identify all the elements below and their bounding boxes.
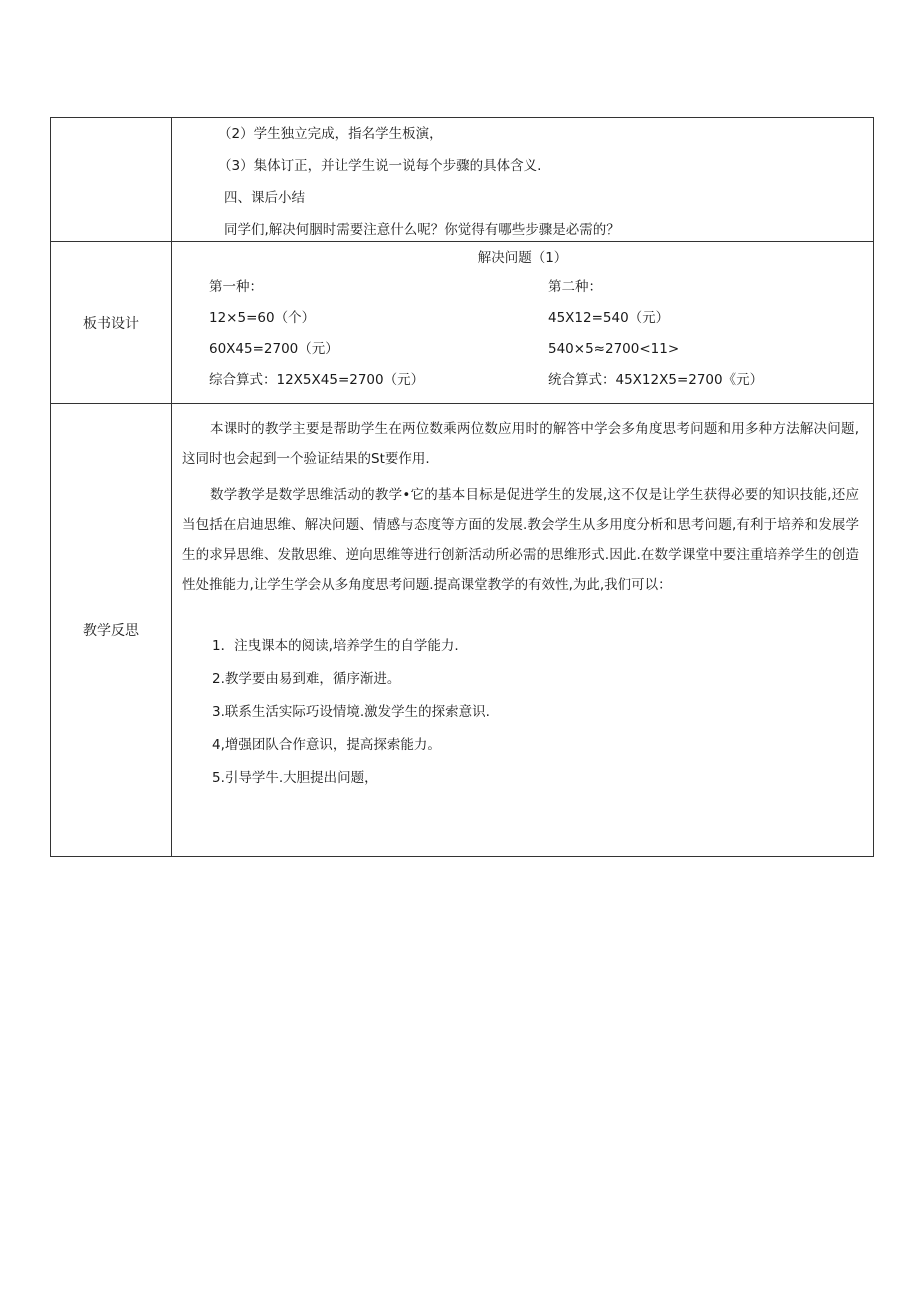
- process-line: 同学们,解决何胭时需要注意什么呢？你觉得有哪些步骤是必需的？: [224, 222, 620, 238]
- process-content: [172, 118, 873, 241]
- reflection-paragraph: 本课时的教学主要是帮助学生在两位数乘两位数应用时的解答中学会多角度思考问题和用多种方法解决问题,这同时也会起到一个验证结果的St要作用.: [182, 421, 859, 467]
- method-line: 540×5≈2700<11>: [548, 341, 680, 357]
- method-two-column: [548, 272, 763, 396]
- reflection-paragraph: 数学教学是数学思维活动的教学•它的基本目标是促进学生的发展,这不仅是让学生获得必要的知识技能,还应当包括在启迪思维、解决问题、情感与态度等方面的发展.教会学生从多用度分析和思考问题,有利于培养和发展学生的求异思维、发散思维、逆向思维等进行创新活动所必需的思维形式.因此.在数学课堂中要注重培养学生的创造性处推能力,让学生学会从多角度思考问题.提高课堂教学的有效性,为此,我们可以：: [182, 487, 859, 593]
- process-line: （2）学生独立完成，指名学生板演，: [218, 126, 443, 142]
- process-line: （3）集体订正，并让学生说一说每个步骤的具体含义.: [218, 158, 542, 174]
- list-item: 1．注曳课本的阅读,培养学生的自学能力.: [212, 638, 459, 654]
- list-item: 4,增强团队合作意识，提高探索能力。: [212, 737, 441, 753]
- method-one-column: [209, 272, 424, 396]
- list-item: 2.教学要由易到难，循序渐进。: [212, 671, 401, 687]
- reflection-label: 教学反思: [51, 404, 172, 856]
- list-item: 3.联系生活实际巧设情境.激发学生的探索意识.: [212, 704, 490, 720]
- board-design-content: [172, 242, 873, 403]
- method-line: 第一种：: [209, 279, 263, 295]
- method-line: 综合算式：12X5X45=2700（元）: [209, 372, 425, 388]
- reflection-row: [50, 404, 874, 857]
- method-line: 统合算式：45X12X5=2700《元）: [548, 372, 764, 388]
- list-item: 5.引导学牛.大胆提出问题，: [212, 770, 378, 786]
- process-line: 四、课后小结: [224, 190, 305, 206]
- reflection-list: [182, 630, 859, 795]
- method-line: 45X12=540（元）: [548, 310, 670, 326]
- method-line: 第二种：: [548, 279, 602, 295]
- reflection-content: [172, 404, 873, 856]
- board-design-row: [50, 242, 874, 404]
- board-title: 解决问题（1）: [477, 250, 568, 266]
- process-row: [50, 117, 874, 242]
- method-line: 60X45=2700（元）: [209, 341, 339, 357]
- process-label: [51, 118, 172, 241]
- method-line: 12×5=60（个）: [209, 310, 316, 326]
- lesson-plan-table: [50, 117, 874, 857]
- board-design-label: 板书设计: [51, 242, 172, 403]
